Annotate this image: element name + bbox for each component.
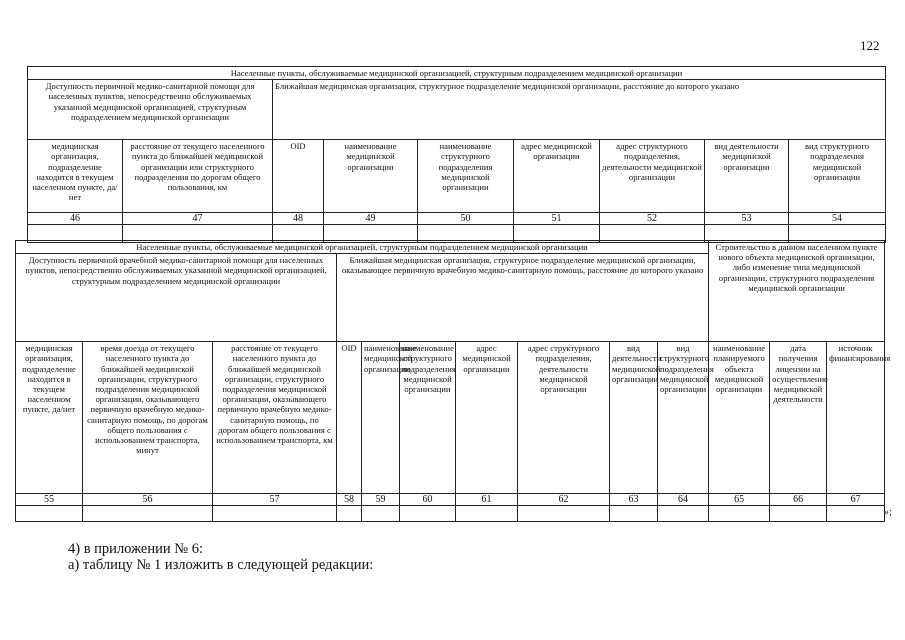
table2-group-mid: Ближайшая медицинская организация, структурное подразделение медицинской организации, оказывающее первичную врачебную медико-санитарную помощь, расстояние до которого указано [337, 254, 709, 342]
table2-empty-row [16, 506, 885, 522]
table1-column-number: 53 [705, 213, 789, 225]
table1-column-header: медицинская организация, подразделение находится в текущем населенном пункте, да/нет [28, 140, 123, 213]
table2-column-number: 57 [213, 494, 337, 506]
table1-column-header: адрес структурного подразделения, деятельности медицинской организации [600, 140, 705, 213]
table2-column-number: 58 [337, 494, 362, 506]
table1-group-right: Ближайшая медицинская организация, структурное подразделение медицинской организации, расстояние до которого указано [273, 80, 886, 140]
table-appendix-part2 [15, 240, 891, 522]
table1-header: Населенные пункты, обслуживаемые медицинской организацией, структурным подразделением медицинской организации [28, 67, 886, 80]
table1-column-number: 48 [273, 213, 324, 225]
table2-cell [770, 506, 827, 522]
table1-column-header: адрес медицинской организации [514, 140, 600, 213]
table2-cell [16, 506, 83, 522]
table2-column-header: наименование планируемого объекта медицинской организации [709, 342, 770, 494]
table2-column-number: 61 [456, 494, 518, 506]
table2-column-header: расстояние от текущего населенного пункта до ближайшей медицинской организации, структурного подразделения медицинской организации, оказывающего первичную врачебную медико-санитарную помощь, по дорогам общего пользования с использованием транспорта, км [213, 342, 337, 494]
table1-column-header: OID [273, 140, 324, 213]
amendment-line-1: 4) в приложении № 6: [68, 541, 203, 557]
table2-cell [83, 506, 213, 522]
table2-column-header: наименование структурного подразделения медицинской организации [400, 342, 456, 494]
table2-header-right: Строительство в данном населенном пункте нового объекта медицинской организации, либо изменение типа медицинской организации, структурного подразделения медицинской организации [709, 241, 885, 342]
table1-column-number: 49 [324, 213, 418, 225]
table2-cell [400, 506, 456, 522]
table2-cell [456, 506, 518, 522]
table2-cell [518, 506, 610, 522]
table-end-mark: »; [884, 507, 892, 518]
table1-column-number: 54 [789, 213, 886, 225]
table2-column-header: дата получения лицензии на осуществление медицинской деятельности [770, 342, 827, 494]
table1-column-header: вид деятельности медицинской организации [705, 140, 789, 213]
table2-column-number: 66 [770, 494, 827, 506]
table-appendix-part1 [27, 66, 886, 243]
table2-cell [362, 506, 400, 522]
table1-column-header: вид структурного подразделения медицинской организации [789, 140, 886, 213]
table2-cell [827, 506, 885, 522]
table2-column-header: адрес структурного подразделения, деятельности медицинской организации [518, 342, 610, 494]
table1-column-number: 50 [418, 213, 514, 225]
table2-column-number: 62 [518, 494, 610, 506]
table1-group-left: Доступность первичной медико-санитарной помощи для населенных пунктов, непосредственно обслуживаемых указанной медицинской организацией, структурным подразделением медицинской организации [28, 80, 273, 140]
table2-column-header: OID [337, 342, 362, 494]
table2-cell [337, 506, 362, 522]
table2-column-number: 59 [362, 494, 400, 506]
table2-column-number: 55 [16, 494, 83, 506]
table1-column-header: наименование структурного подразделения медицинской организации [418, 140, 514, 213]
table2-cell [709, 506, 770, 522]
table2-header: Населенные пункты, обслуживаемые медицинской организацией, структурным подразделением медицинской организации [16, 241, 709, 254]
table1-column-header: расстояние от текущего населенного пункта до ближайшей медицинской организации или структурного подразделения по дорогам общего пользования, км [123, 140, 273, 213]
table2-column-header: вид деятельности медицинской организации [610, 342, 658, 494]
table2-column-header: источник финансирования [827, 342, 885, 494]
table1-column-number: 47 [123, 213, 273, 225]
table2-column-header: вид структурного подразделения медицинской организации [658, 342, 709, 494]
table2-cell [658, 506, 709, 522]
table2-cell [610, 506, 658, 522]
table2-cell [213, 506, 337, 522]
table2-group-left: Доступность первичной врачебной медико-санитарной помощи для населенных пунктов, непосредственно обслуживаемых указанной медицинской организацией, структурным подразделением медицинской организации [16, 254, 337, 342]
amendment-line-2: а) таблицу № 1 изложить в следующей редакции: [68, 557, 374, 573]
table2-column-number: 63 [610, 494, 658, 506]
table2-column-header: медицинская организация, подразделение находится в текущем населенном пункте, да/нет [16, 342, 83, 494]
table2-column-header: наименование медицинской организации [362, 342, 400, 494]
table2-column-number: 67 [827, 494, 885, 506]
table2-column-number: 64 [658, 494, 709, 506]
table2-column-number: 56 [83, 494, 213, 506]
page-number: 122 [860, 38, 880, 53]
table1-column-number: 46 [28, 213, 123, 225]
table2-column-header: время доезда от текущего населенного пункта до ближайшей медицинской организации, структурного подразделения медицинской организации, оказывающего первичную врачебную медико-санитарную помощь, по дорогам общего пользования с использованием транспорта, минут [83, 342, 213, 494]
table2-column-header: адрес медицинской организации [456, 342, 518, 494]
table1-column-header: наименование медицинской организации [324, 140, 418, 213]
table1-column-number: 52 [600, 213, 705, 225]
table2-column-number: 60 [400, 494, 456, 506]
table2-column-number: 65 [709, 494, 770, 506]
table1-column-number: 51 [514, 213, 600, 225]
